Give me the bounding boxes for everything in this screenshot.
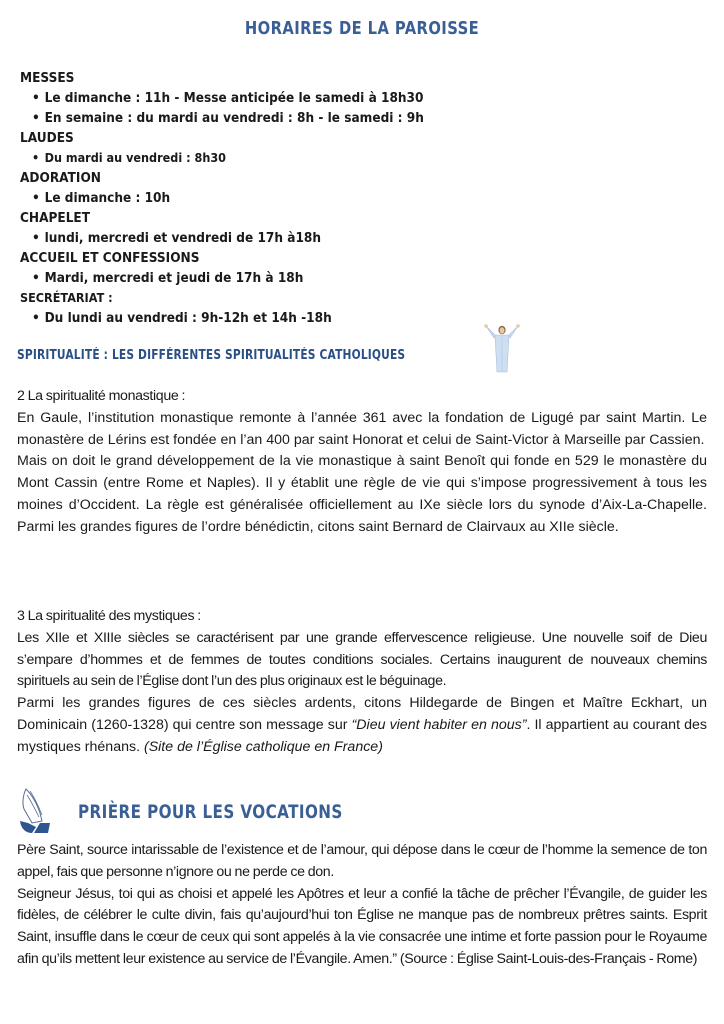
schedule-category: MESSES [20,70,75,86]
bullet-icon: • [32,190,40,206]
schedule-category: ACCUEIL ET CONFESSIONS [20,250,200,266]
section-title: 3 La spiritualité des mystiques : [17,608,201,624]
schedule-item [32,228,435,248]
bullet-icon: • [32,270,40,286]
schedule-item [32,108,435,128]
bullet-icon: • [32,150,40,165]
schedule-category: CHAPELET [20,210,91,226]
schedule-item-text: En semaine : du mardi au vendredi : 8h - le samedi : 9h [44,110,424,126]
bullet-icon: • [32,110,40,126]
schedule [20,68,480,328]
bullet-icon: • [32,310,40,326]
paragraph [17,693,707,758]
paragraph: Père Saint, source intarissable de l’existence et de l’amour, qui dépose dans le cœur de l’homme la semence de ton appel, fais que personne n’ignore ou ne perde ce don. [17,842,707,880]
prayer-heading: PRIÈRE POUR LES VOCATIONS [78,801,343,823]
spirituality-heading: SPIRITUALITÉ : LES DIFFÉRENTES SPIRITUALITÉS CATHOLIQUES [17,348,406,363]
paragraph-text: Parmi les grandes figures de ces siècles ardents, citons Hildegarde de Bingen et Maître Eckhart, un Dominicain (1260-1328) qui centre son message sur [17,695,707,733]
schedule-item [32,188,435,208]
schedule-category: LAUDES [20,130,74,146]
schedule-item-text: Mardi, mercredi et jeudi de 17h à 18h [44,270,304,286]
praying-hands-icon [18,787,52,837]
source-citation: (Site de l’Église catholique en France) [143,738,383,755]
schedule-category: SECRÉTARIAT : [20,290,113,305]
section-monastic [17,386,707,539]
schedule-item [32,88,435,108]
schedule-item [32,268,435,288]
paragraph: Mais on doit le grand développement de la vie monastique à saint Benoît qui fonde en 529 le monastère du Mont Cassin (entre Rome et Naples). Il y établit une règle de vie qui s’impose progressivement à tous les moines d’Occident. La règle est généralisée officiellement au IXe siècle lors du synode d’Aix-La-Chapelle. Parmi les grandes figures de l’ordre bénédictin, citons saint Bernard de Clairvaux au XIIe siècle. [17,453,707,535]
page-title: HORAIRES DE LA PAROISSE [244,18,480,39]
schedule-item-text: lundi, mercredi et vendredi de 17h à18h [44,230,322,246]
bullet-icon: • [32,90,40,106]
bullet-icon: • [32,230,40,246]
prayer-text [17,840,707,971]
schedule-category: ADORATION [20,170,101,186]
schedule-item-text: Le dimanche : 10h [44,190,171,206]
paragraph: Les XIIe et XIIIe siècles se caractérisent par une grande effervescence religieuse. Une nouvelle soif de Dieu s’empare d’hommes et de femmes de toutes conditions sociales. Certains inaugurent de nouveaux chemins spirituels au sein de l’Église dont l’un des plus originaux est le béguinage. [17,629,707,690]
schedule-item [32,308,435,328]
section-mystics [17,606,707,759]
jesus-figure-icon [482,322,522,374]
section-title: 2 La spiritualité monastique : [17,388,186,404]
schedule-item-text: Du lundi au vendredi : 9h-12h et 14h -18h [44,310,332,326]
schedule-item [32,148,435,168]
quote: “Dieu vient habiter en nous” [351,716,527,733]
paragraph: Seigneur Jésus, toi qui as choisi et appelé les Apôtres et leur a confié la tâche de prêcher l’Évangile, de guider les fidèles, de célébrer le culte divin, fais qu’aujourd’hui ton Église ne manque pas de nombreux prêtres saints. Esprit Saint, insuffle dans le cœur de ceux qui sont appelés à la vie consacrée une intime et forte passion pour le Royaume afin qu’ils mettent leur existence au service de l’Évangile. Amen.” (Source : Église Saint-Louis-des-Français - Rome) [17,885,707,967]
schedule-item-text: Le dimanche : 11h - Messe anticipée le samedi à 18h30 [44,90,424,106]
schedule-item-text: Du mardi au vendredi : 8h30 [44,150,227,165]
paragraph-text: . Il appartient au courant des mystiques rhénans. [17,716,707,755]
paragraph: En Gaule, l’institution monastique remonte à l’année 361 avec la fondation de Ligugé par saint Martin. Le monastère de Lérins est fondée en l’an 400 par saint Honorat et celui de Saint-Victor à Marseille par Cassien. [17,409,707,448]
